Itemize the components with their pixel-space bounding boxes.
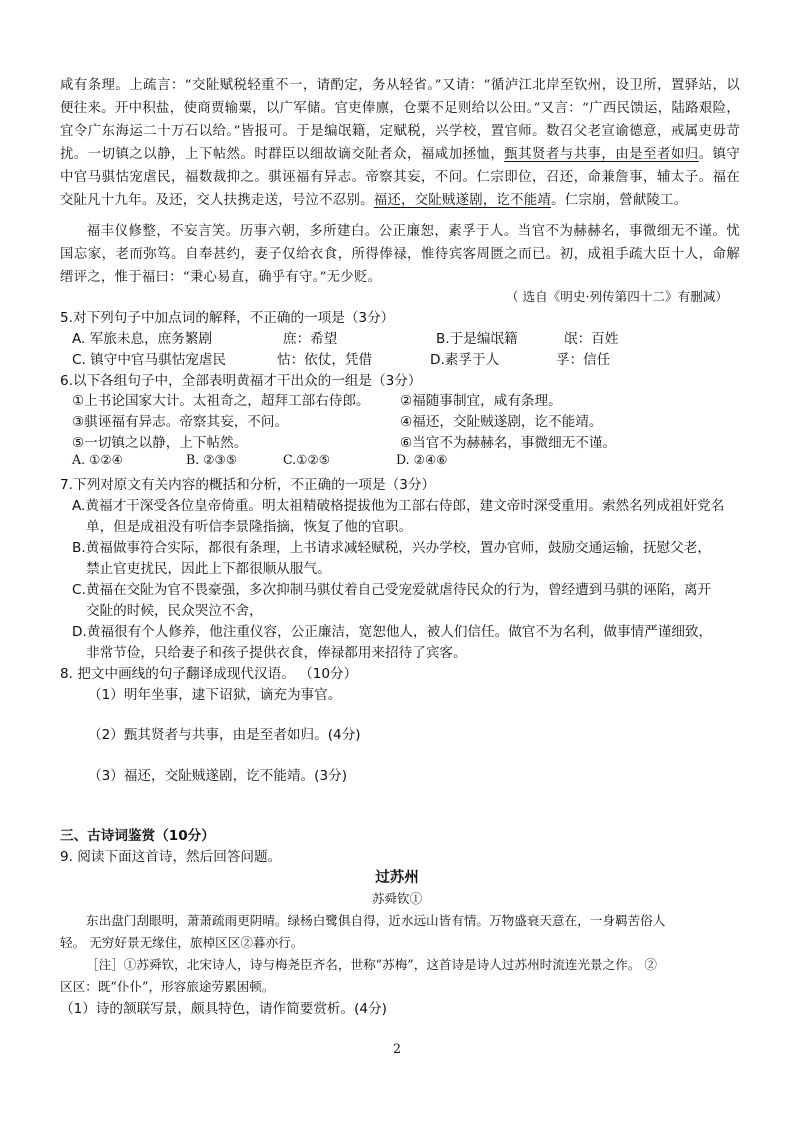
q9-stem: 9. 阅读下面这首诗，然后回答问题。 (60, 849, 282, 865)
q6-option-d: D. ②④⑥ (396, 452, 448, 467)
poem-title: 过苏州 (375, 869, 419, 886)
page-number: 2 (392, 1041, 401, 1056)
q8-item-2: （2）甄其贤者与共事，由是至者如归。(4分) (88, 727, 361, 743)
q7-option-a: A.黄福才干深受各位皇帝倚重。明太祖精破格提拔他为工部右侍郎，建文帝时深受重用。索然名列成祖奸党名 (72, 498, 725, 514)
passage-paragraph-1 (60, 74, 740, 212)
q5-option-c: C. 镇守中官马骐怙宠虐民 (72, 352, 227, 368)
poem-author: 苏舜钦① (371, 891, 423, 906)
q7-option-c: C.黄福在交阯为官不畏豪强，多次抑制马骐仗着自己受宠爱就虐待民众的行为，曾经遭到马骐的诬陷，离开 (72, 582, 712, 598)
q5-option-a: A. 军旅未息，庶务繁剧 (72, 331, 213, 347)
q6-stem: 6.以下各组句子中，全部表明黄福才干出众的一组是（3分） (60, 373, 422, 389)
q7-option-b-cont: 禁止官吏扰民，因此上下都很顺从服气。 (86, 561, 331, 577)
q8-item-3: （3）福还，交阯贼遂剧，讫不能靖。(3分) (88, 768, 347, 784)
q6-sentence-2: ②福随事制宜，咸有条理。 (400, 393, 562, 409)
q6-option-b: B. ②③⑤ (186, 452, 238, 467)
underlined-sentence-2: 福还，交阯贼遂剧，讫不能靖 (373, 193, 552, 208)
poem-note-1: ［注］①苏舜钦，北宋诗人，诗与梅尧臣齐名，世称“苏梅”，这首诗是诗人过苏州时流连光景之作。 ② (86, 957, 658, 972)
q7-option-d: D.黄福很有个人修养，他注重仪容，公正廉洁，宽恕他人，被人们信任。做官不为名利，做事情严谨细致， (72, 624, 713, 640)
passage-text: 咸有条理。上疏言：“交阯赋税轻重不一，请酌定，务从轻省。”又请：“循泸江北岸至钦州，设卫所，置驿站，以便往来。开中积盐，使商贾输粟，以广军储。官吏俸廪，仓粟不足则给以公田。”又言：“广西民馈运，陆路艰险，宜令广东海运二十万石以给。”皆报可。于是编氓籍，定赋税，兴学校，置官师。数召父老宣谕德意，戒属吏毋苛扰。一切镇之以静，上下帖然。时群臣以细故谪交阯者众，福咸加拯恤， (60, 78, 740, 162)
q6-option-a: A. ①②④ (72, 452, 123, 467)
q6-sentence-1: ①上书论国家大计。太祖奇之，超拜工部右侍郎。 (72, 393, 370, 409)
passage-source: （ 选自《明史·列传第四十二》有删减） (505, 289, 728, 304)
q8-item-1: （1）明年坐事，逮下诏狱，谪充为事官。 (88, 687, 342, 703)
passage-text: 。仁宗崩，營献陵工。 (551, 193, 688, 208)
passage-text: 。镇守中官马骐怙宠虐民，福数裁抑之。骐诬福有异志。帝察其妄，不问。仁宗即位，召还，命兼詹事，辅太子。福在交阯凡十九年。及还，交人扶携走送，号泣不忍别。 (60, 147, 741, 208)
q7-option-c-cont: 交阯的时候，民众哭泣不舍， (86, 603, 263, 619)
q7-option-b: B.黄福做事符合实际，都很有条理，上书请求减轻赋税，兴办学校，置办官师，鼓励交通运输，抚慰父老， (72, 540, 711, 556)
q7-option-a-cont: 单，但是成祖没有听信李景隆指摘，恢复了他的官职。 (86, 519, 413, 535)
poem-line-1: 东出盘门刮眼明，萧萧疏雨更阴晴。绿杨白鹭俱自得，近水远山皆有情。万物盛衰天意在，一身羁苦俗人 (86, 913, 666, 928)
q6-sentence-6: ⑥当官不为赫赫名，事微细无不谨。 (400, 435, 617, 451)
q6-option-c: C.①②⑤ (283, 452, 331, 467)
q7-stem: 7.下列对原文有关内容的概括和分析，不正确的一项是（3分） (60, 477, 436, 493)
q6-sentence-3: ③骐诬福有异志。帝察其妄，不问。 (72, 414, 289, 430)
q6-sentence-4: ④福还，交阯贼遂剧，讫不能靖。 (400, 414, 603, 430)
q5-option-d: D.素孚于人 (430, 352, 500, 368)
poem-line-2: 轻。 无穷好景无缘住，旅棹区区②暮亦行。 (60, 935, 304, 950)
q5-stem: 5.对下列句子中加点词的解释，不正确的一项是（3分） (60, 310, 395, 326)
underlined-sentence-1: 甄其贤者与共事，由是至者如归 (504, 147, 699, 162)
poem-note-2: 区区：既“仆仆”，形容旅途劳累困顿。 (60, 979, 275, 994)
q5-option-c-gloss: 怙：依仗，凭借 (277, 352, 373, 368)
q7-option-d-cont: 非常节俭，只给妻子和孩子提供衣食，俸禄都用来招待了宾客。 (86, 645, 467, 661)
q8-stem: 8. 把文中画线的句子翻译成现代汉语。 （10分） (60, 666, 358, 682)
q5-option-a-gloss: 庶：希望 (283, 331, 338, 347)
q6-sentence-5: ⑤一切镇之以静，上下帖然。 (72, 435, 248, 451)
passage-paragraph-2: 福丰仪修整，不妄言笑。历事六朝，多所建白。公正廉恕，素孚于人。当官不为赫赫名，事微细无不谨。忧国忘家，老而弥笃。自奉甚约，妻子仅给衣食，所得俸禄，惟待宾客周匮之而已。初，成祖手疏大臣十人，命解缙评之，惟于福曰：“秉心易直，确乎有守。”无少贬。 (60, 224, 740, 285)
q5-option-b-gloss: 氓：百姓 (564, 331, 619, 347)
section-3-heading: 三、古诗词鉴赏（10分） (60, 828, 215, 844)
q9-subquestion-1: （1）诗的颔联写景，颇具特色，请作简要赏析。(4分) (60, 1001, 387, 1017)
q5-option-b: B.于是编氓籍 (436, 331, 518, 347)
q5-option-d-gloss: 孚：信任 (556, 352, 611, 368)
